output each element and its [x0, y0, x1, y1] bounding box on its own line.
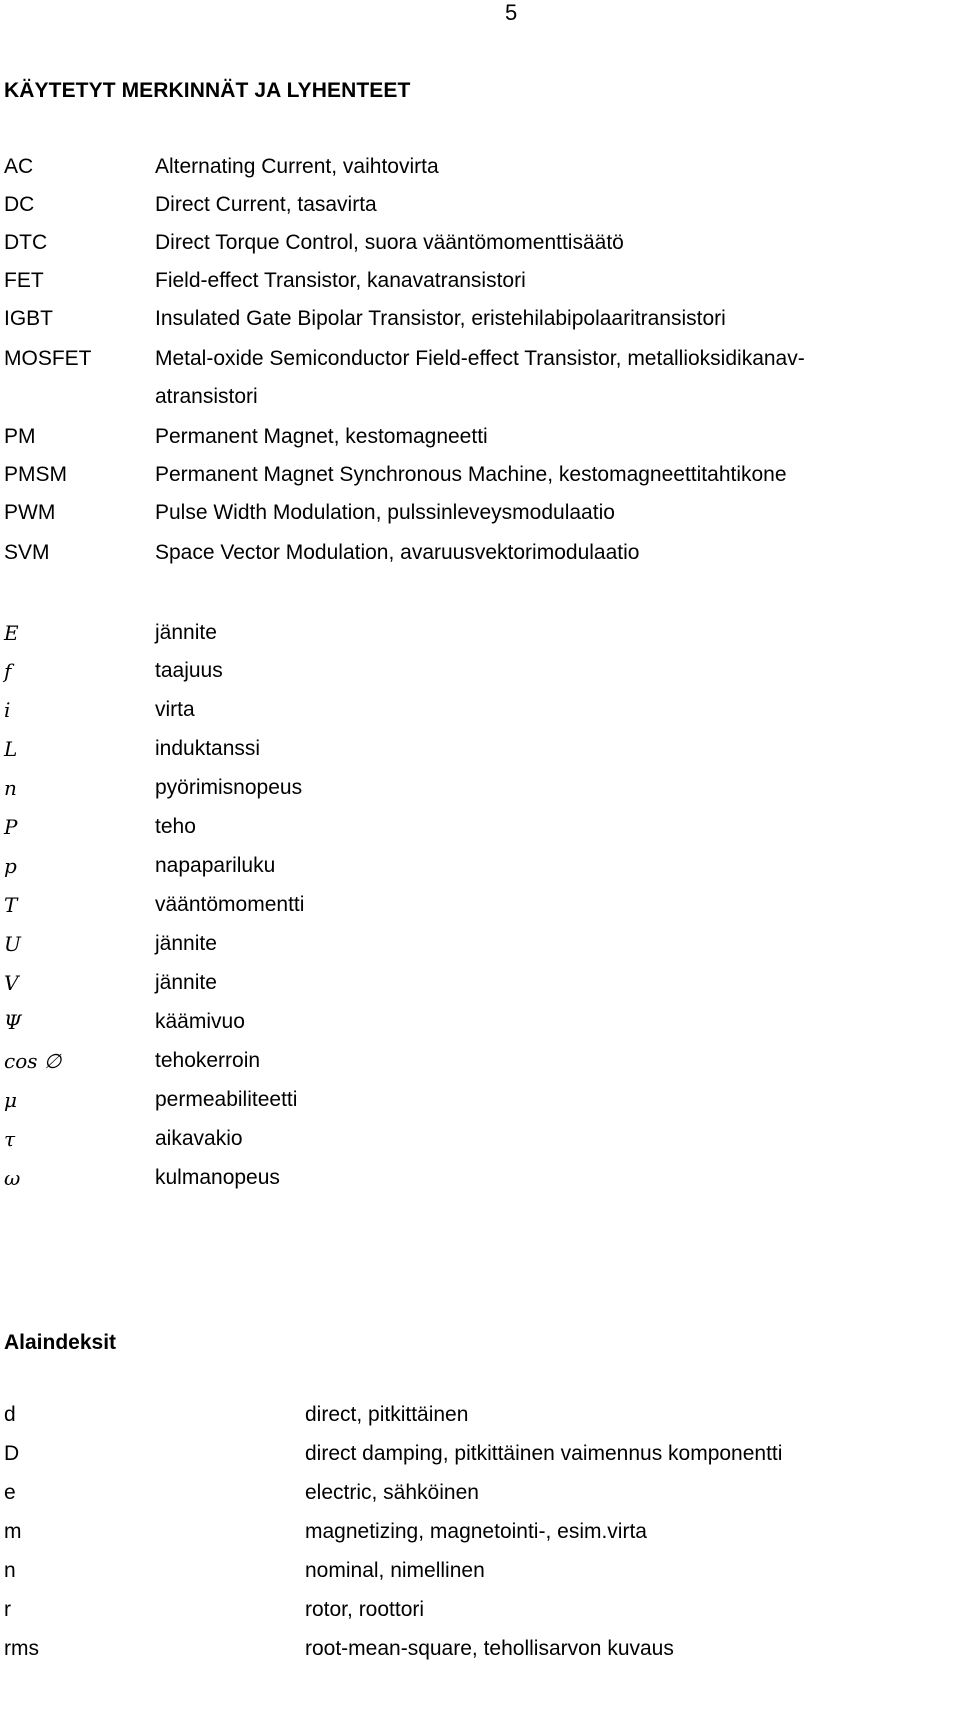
abbreviation-term: PWM	[4, 501, 56, 524]
page-title: KÄYTETYT MERKINNÄT JA LYHENTEET	[4, 79, 411, 102]
symbol-description: jännite	[155, 621, 217, 644]
symbol-term: U	[4, 932, 21, 956]
symbol-description: tehokerroin	[155, 1049, 261, 1072]
abbreviation-description: Permanent Magnet Synchronous Machine, kestomagneettitahtikone	[155, 463, 787, 486]
symbol-term: p	[4, 854, 17, 878]
symbol-term: L	[4, 737, 18, 761]
abbreviation-term: PMSM	[4, 463, 67, 486]
abbreviation-term: DTC	[4, 231, 48, 254]
abbreviation-term: AC	[4, 155, 34, 178]
symbol-term: τ	[4, 1127, 16, 1151]
abbreviation-description: Field-effect Transistor, kanavatransistori	[155, 269, 526, 292]
symbol-description: käämivuo	[155, 1010, 245, 1033]
symbol-description: taajuus	[155, 659, 223, 682]
subscript-description: magnetizing, magnetointi-, esim.virta	[305, 1520, 647, 1543]
symbol-description: permeabiliteetti	[155, 1088, 298, 1111]
subscript-term: e	[4, 1481, 16, 1504]
subscript-description: direct, pitkittäinen	[305, 1403, 469, 1426]
subscript-term: m	[4, 1520, 22, 1543]
symbol-term: f	[4, 659, 12, 683]
symbol-term: T	[4, 893, 18, 917]
abbreviation-term: DC	[4, 193, 35, 216]
abbreviation-description: Space Vector Modulation, avaruusvektorimodulaatio	[155, 541, 640, 564]
subscript-description: electric, sähköinen	[305, 1481, 479, 1504]
symbol-term: E	[4, 621, 19, 645]
subscript-description: direct damping, pitkittäinen vaimennus komponentti	[305, 1442, 783, 1465]
symbol-description: virta	[155, 698, 195, 721]
abbreviation-term: FET	[4, 269, 44, 292]
subscript-term: n	[4, 1559, 16, 1582]
symbol-description: pyörimisnopeus	[155, 776, 303, 799]
symbol-term: ω	[4, 1166, 21, 1190]
subscript-description: nominal, nimellinen	[305, 1559, 485, 1582]
subscript-term: D	[4, 1442, 20, 1465]
subscript-description: rotor, roottori	[305, 1598, 425, 1621]
symbol-term: μ	[4, 1088, 17, 1112]
abbreviation-term: IGBT	[4, 307, 54, 330]
abbreviation-term: MOSFET	[4, 347, 92, 370]
abbreviation-description: Metal-oxide Semiconductor Field-effect Transistor, metallioksidikanav-	[155, 347, 805, 370]
abbreviation-description: Alternating Current, vaihtovirta	[155, 155, 439, 178]
symbol-term: cos ∅	[4, 1049, 62, 1073]
symbol-description: jännite	[155, 971, 217, 994]
abbreviation-description: Direct Current, tasavirta	[155, 193, 377, 216]
symbol-description: vääntömomentti	[155, 893, 305, 916]
abbreviation-description: Pulse Width Modulation, pulssinleveysmodulaatio	[155, 501, 615, 524]
abbreviation-term: PM	[4, 425, 36, 448]
symbol-term: i	[4, 698, 11, 722]
subscript-term: r	[4, 1598, 11, 1621]
subscript-description: root-mean-square, tehollisarvon kuvaus	[305, 1637, 674, 1660]
abbreviation-term: SVM	[4, 541, 50, 564]
symbol-description: teho	[155, 815, 196, 838]
abbreviation-description: Permanent Magnet, kestomagneetti	[155, 425, 488, 448]
subscripts-heading: Alaindeksit	[4, 1331, 117, 1354]
symbol-term: V	[4, 971, 19, 995]
symbol-description: induktanssi	[155, 737, 261, 760]
symbol-term: Ψ	[4, 1010, 22, 1034]
symbol-term: P	[4, 815, 18, 839]
symbol-description: jännite	[155, 932, 217, 955]
subscript-term: d	[4, 1403, 16, 1426]
page-number: 5	[505, 0, 518, 25]
symbol-description: aikavakio	[155, 1127, 243, 1150]
abbreviation-description: Insulated Gate Bipolar Transistor, eristehilabipolaaritransistori	[155, 307, 726, 330]
subscript-term: rms	[4, 1637, 39, 1660]
abbreviation-description: Direct Torque Control, suora vääntömomenttisäätö	[155, 231, 624, 254]
symbol-description: kulmanopeus	[155, 1166, 280, 1189]
symbol-term: n	[4, 776, 17, 800]
symbol-description: napapariluku	[155, 854, 276, 877]
abbreviation-description-continuation: atransistori	[155, 385, 258, 408]
